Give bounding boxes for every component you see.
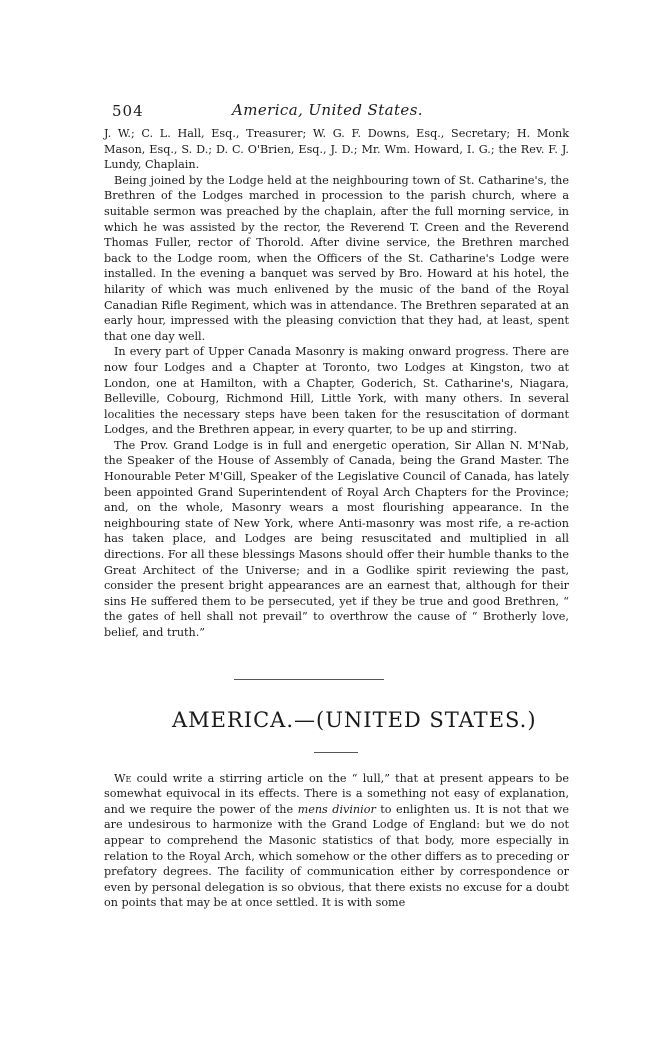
page-header-title: America, United States.: [232, 101, 423, 119]
section-body: [104, 771, 569, 911]
page: [104, 100, 569, 911]
opening-word: We: [114, 771, 132, 785]
title-underline-rule: [314, 752, 358, 753]
paragraph-procession: Being joined by the Lodge held at the neighbouring town of St. Catharine's, the Brethren of the Lodges marched in procession to the parish church, where a suitable sermon was preached by the chaplain, after the full morning service, in which he was assisted by the rector, the Reverend T. Creen and the Reverend Thomas Fuller, rector of Thorold. After divine service, the Brethren marched back to the Lodge room, when the Officers of the St. Catharine's Lodge were installed. In the evening a banquet was served by Bro. Howard at his hotel, the hilarity of which was much enlivened by the music of the band of the Royal Canadian Rifle Regiment, which was in attendance. The Brethren separated at an early hour, impressed with the pleasing conviction that they had, at least, spent that one day well.: [104, 173, 569, 343]
paragraph-officers: J. W.; C. L. Hall, Esq., Treasurer; W. G. F. Downs, Esq., Secretary; H. Monk Mason, Esq., S. D.; D. C. O'Brien, Esq., J. D.; Mr. Wm. Howard, I. G.; the Rev. F. J. Lundy, Chaplain.: [104, 127, 569, 172]
paragraph-text-part-a: could write a stirring article on the “ lull,” that at present appears to be somewhat equivocal in its effects. There is a something not easy of explanation, and we require the power of the: [104, 771, 569, 816]
body-text: [104, 126, 569, 641]
paragraph-united-states: [104, 771, 569, 911]
running-head: [104, 100, 569, 126]
page-number: 504: [112, 102, 144, 120]
paragraph-progress: In every part of Upper Canada Masonry is making onward progress. There are now four Lodges and a Chapter at Toronto, two Lodges at Kingston, two at London, one at Hamilton, with a Chapter, Goderich, St. Catharine's, Niagara, Belleville, Cobourg, Richmond Hill, Little York, with many others. In several localities the necessary steps have been taken for the resuscitation of dormant Lodges, and the Brethren appear, in every quarter, to be up and stirring.: [104, 345, 569, 437]
section-divider-rule: [234, 679, 384, 680]
paragraph-text-part-b: to enlighten us. It is not that we are undesirous to harmonize with the Grand Lodge of England: but we do not appear to comprehend the Masonic statistics of that body, more especially in relation to the Royal Arch, which somehow or the other differs as to preceding or prefatory degrees. The facility of communication either by correspondence or even by personal delegation is so obvious, that there exists no excuse for a doubt on points that may be at once settled. It is with some: [104, 802, 569, 910]
latin-phrase: mens divinior: [297, 802, 376, 816]
paragraph-grand-lodge: The Prov. Grand Lodge is in full and energetic operation, Sir Allan N. M'Nab, the Speaker of the House of Assembly of Canada, being the Grand Master. The Honourable Peter M'Gill, Speaker of the Legislative Council of Canada, has lately been appointed Grand Superintendent of Royal Arch Chapters for the Province; and, on the whole, Masonry wears a most flourishing appearance. In the neighbouring state of New York, where Anti-masonry was most rife, a re-action has taken place, and Lodges are being resuscitated and multiplied in all directions. For all these blessings Masons should offer their humble thanks to the Great Architect of the Universe; and in a Godlike spirit reviewing the past, consider the present bright appearances are an earnest that, although for their sins He suffered them to be persecuted, yet if they be true and good Brethren, “ the gates of hell shall not prevail” to overthrow the cause of “ Brotherly love, belief, and truth.”: [104, 438, 569, 639]
section-title: AMERICA.—(UNITED STATES.): [172, 707, 537, 732]
